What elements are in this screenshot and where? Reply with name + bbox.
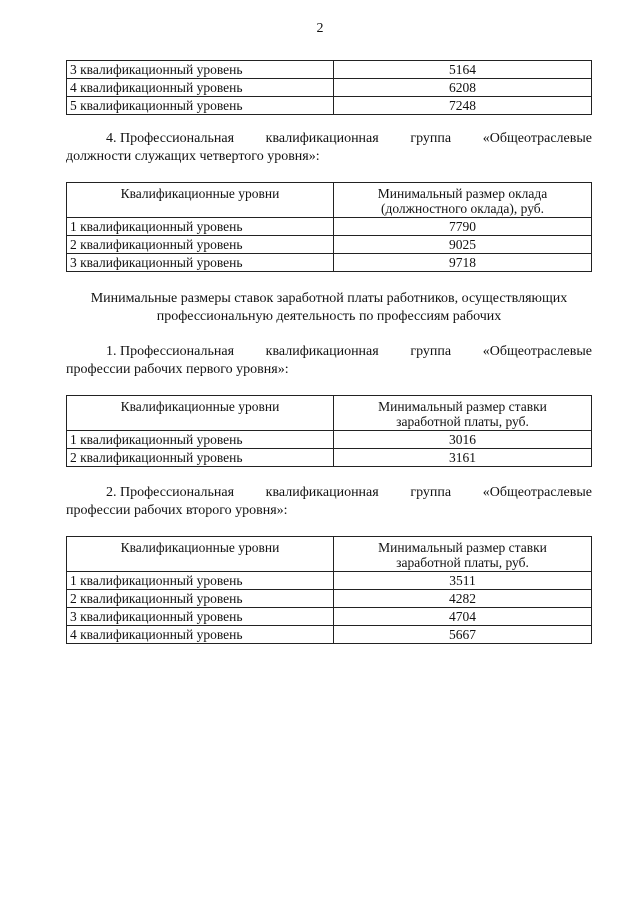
amount-cell: 6208 [334,79,592,97]
table-row [67,572,592,590]
header-line: заработной платы, руб. [396,555,529,570]
amount-cell: 3016 [334,431,592,449]
paragraph-first-line [66,130,592,148]
word: 4. Профессиональная [106,131,235,146]
table-body [67,218,592,272]
salary-table-2-block [66,182,592,272]
header-min-rate [334,537,592,572]
amount-cell: 4704 [334,608,592,626]
table-row [67,449,592,467]
table-header-row [67,183,592,218]
section-2-paragraph [66,484,592,520]
header-min-rate [334,396,592,431]
section-heading [66,290,592,326]
table-body [67,572,592,644]
header-line: заработной платы, руб. [396,414,529,429]
table-row [67,97,592,115]
amount-cell: 3511 [334,572,592,590]
table-row [67,254,592,272]
amount-cell: 7248 [334,97,592,115]
amount-cell: 5164 [334,61,592,79]
table-row [67,236,592,254]
header-levels: Квалификационные уровни [67,183,334,218]
qualification-level-cell: 5 квалификационный уровень [67,97,334,115]
table-row [67,431,592,449]
table-row [67,590,592,608]
word: 1. Профессиональная [106,344,235,359]
word: квалификационная [265,485,379,500]
word: «Общеотраслевые [482,485,592,500]
table-row [67,626,592,644]
paragraph-first-line [66,484,592,502]
qualification-level-cell: 1 квалификационный уровень [67,572,334,590]
qualification-level-cell: 3 квалификационный уровень [67,254,334,272]
word: квалификационная [265,131,379,146]
header-line: Минимальный размер ставки [378,540,547,555]
qualification-level-cell: 2 квалификационный уровень [67,236,334,254]
word: 2. Профессиональная [106,485,235,500]
section-4-paragraph [66,130,592,166]
header-line: Минимальный размер оклада [377,186,548,201]
table-header-row [67,396,592,431]
qualification-level-cell: 2 квалификационный уровень [67,449,334,467]
word: группа [410,131,452,146]
heading-line: Минимальные размеры ставок заработной платы работников, осуществляющих [90,291,568,306]
table-row [67,61,592,79]
table-body [67,431,592,467]
table-row [67,79,592,97]
amount-cell: 4282 [334,590,592,608]
qualification-level-cell: 3 квалификационный уровень [67,61,334,79]
qualification-level-cell: 2 квалификационный уровень [67,590,334,608]
qualification-level-cell: 4 квалификационный уровень [67,79,334,97]
amount-cell: 9718 [334,254,592,272]
header-min-salary [334,183,592,218]
word: квалификационная [265,344,379,359]
amount-cell: 3161 [334,449,592,467]
amount-cell: 7790 [334,218,592,236]
qualification-level-cell: 1 квалификационный уровень [67,218,334,236]
word: «Общеотраслевые [482,131,592,146]
paragraph-second-line: профессии рабочих второго уровня»: [66,503,288,518]
qualification-level-cell: 3 квалификационный уровень [67,608,334,626]
salary-table-2 [66,182,592,272]
paragraph-first-line [66,343,592,361]
page-number: 2 [316,21,324,36]
qualification-level-cell: 1 квалификационный уровень [67,431,334,449]
word: группа [410,485,452,500]
word: группа [410,344,452,359]
table-row [67,218,592,236]
section-1-paragraph [66,343,592,379]
amount-cell: 5667 [334,626,592,644]
header-line: Минимальный размер ставки [378,399,547,414]
word: «Общеотраслевые [482,344,592,359]
salary-table-4-block [66,536,592,644]
salary-table-1 [66,60,592,115]
header-line: (должностного оклада), руб. [380,201,545,216]
paragraph-second-line: должности служащих четвертого уровня»: [66,149,320,164]
table-body [67,61,592,115]
amount-cell: 9025 [334,236,592,254]
table-header-row [67,537,592,572]
header-levels: Квалификационные уровни [67,537,334,572]
paragraph-second-line: профессии рабочих первого уровня»: [66,362,289,377]
header-levels: Квалификационные уровни [67,396,334,431]
salary-table-3-block [66,395,592,467]
table-row [67,608,592,626]
salary-table-4 [66,536,592,644]
qualification-level-cell: 4 квалификационный уровень [67,626,334,644]
salary-table-3 [66,395,592,467]
table-continuation [66,60,592,115]
heading-line: профессиональную деятельность по профессиям рабочих [156,309,502,324]
